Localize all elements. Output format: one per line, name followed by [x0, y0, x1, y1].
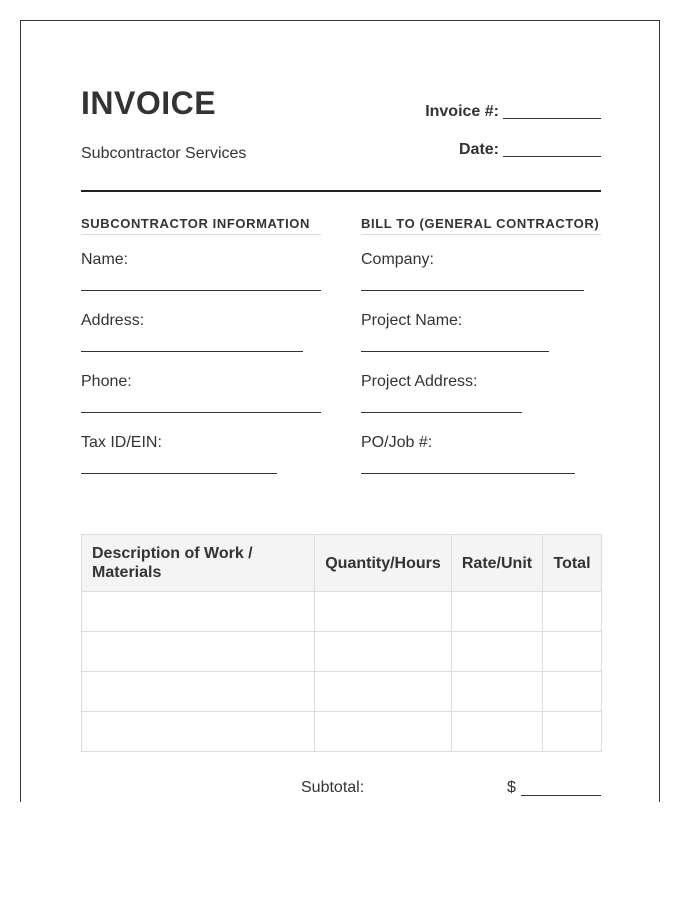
total-cell[interactable]: [543, 632, 602, 672]
invoice-number-field[interactable]: [503, 102, 601, 119]
bill-to-section: [361, 214, 601, 479]
invoice-title: INVOICE: [81, 85, 217, 121]
bill-to-project-name-label: Project Name:: [361, 312, 463, 329]
subtotal-field[interactable]: [521, 795, 601, 796]
subcontractor-heading: SUBCONTRACTOR INFORMATION: [81, 214, 321, 235]
invoice-number-row: [425, 99, 601, 122]
bill-to-project-address: [361, 357, 601, 413]
column-header-quantity: Quantity/Hours: [315, 535, 452, 592]
table-header-row: [82, 535, 602, 592]
subcontractor-address-label: Address:: [81, 312, 145, 329]
rate-cell[interactable]: [452, 712, 543, 752]
quantity-cell[interactable]: [315, 672, 452, 712]
bill-to-company-field[interactable]: [361, 290, 584, 291]
subtotal-currency: $: [507, 779, 516, 796]
subcontractor-tax-id-label: Tax ID/EIN:: [81, 434, 162, 451]
header-divider: [81, 190, 601, 192]
subcontractor-phone-field[interactable]: [81, 412, 321, 413]
table-row: [82, 712, 602, 752]
bill-to-project-name-field[interactable]: [361, 351, 549, 352]
subcontractor-name-label: Name:: [81, 251, 129, 268]
column-header-description: Description of Work / Materials: [82, 535, 315, 592]
subcontractor-name-field[interactable]: [81, 290, 321, 291]
description-cell[interactable]: [82, 592, 315, 632]
subcontractor-tax-id: [81, 418, 321, 474]
invoice-subtitle: Subcontractor Services: [81, 145, 247, 162]
quantity-cell[interactable]: [315, 712, 452, 752]
line-items-table: [81, 534, 602, 752]
invoice-sheet: [20, 20, 660, 802]
rate-cell[interactable]: [452, 672, 543, 712]
invoice-number-label: Invoice #:: [425, 103, 499, 120]
subcontractor-name: [81, 235, 321, 291]
table-row: [82, 632, 602, 672]
total-cell[interactable]: [543, 712, 602, 752]
description-cell[interactable]: [82, 712, 315, 752]
subcontractor-section: [81, 214, 321, 479]
bill-to-project-name: [361, 296, 601, 352]
bill-to-project-address-label: Project Address:: [361, 373, 478, 390]
invoice-date-field[interactable]: [503, 140, 601, 157]
subcontractor-tax-id-field[interactable]: [81, 473, 277, 474]
table-row: [82, 592, 602, 632]
bill-to-po-job-label: PO/Job #:: [361, 434, 433, 451]
total-cell[interactable]: [543, 672, 602, 712]
bill-to-po-job: [361, 418, 601, 474]
rate-cell[interactable]: [452, 632, 543, 672]
bill-to-project-address-field[interactable]: [361, 412, 522, 413]
subcontractor-phone-label: Phone:: [81, 373, 132, 390]
bill-to-company: [361, 235, 601, 291]
column-header-total: Total: [543, 535, 602, 592]
table-row: [82, 672, 602, 712]
invoice-date-label: Date:: [458, 141, 499, 158]
quantity-cell[interactable]: [315, 592, 452, 632]
column-header-rate: Rate/Unit: [452, 535, 543, 592]
total-cell[interactable]: [543, 592, 602, 632]
invoice-date-row: [459, 137, 601, 160]
bill-to-company-label: Company:: [361, 251, 434, 268]
subtotal-label: Subtotal:: [301, 779, 365, 796]
quantity-cell[interactable]: [315, 632, 452, 672]
subcontractor-phone: [81, 357, 321, 413]
subcontractor-address: [81, 296, 321, 352]
bill-to-heading: BILL TO (GENERAL CONTRACTOR): [361, 214, 601, 235]
description-cell[interactable]: [82, 632, 315, 672]
subcontractor-address-field[interactable]: [81, 351, 303, 352]
description-cell[interactable]: [82, 672, 315, 712]
bill-to-po-job-field[interactable]: [361, 473, 575, 474]
rate-cell[interactable]: [452, 592, 543, 632]
